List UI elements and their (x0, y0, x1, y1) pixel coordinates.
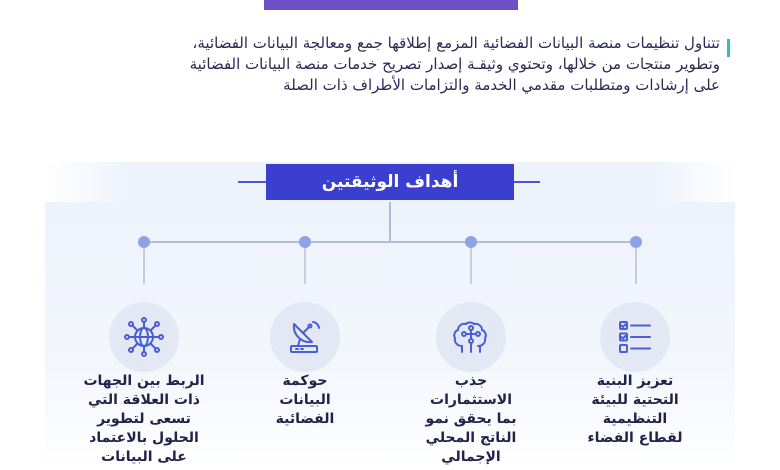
goal-2-line-2: الاستثمارات (430, 392, 512, 408)
goal-2-line-4: الناتج المحلي (425, 430, 517, 446)
connector-node-4 (138, 236, 150, 248)
goal-4-label (69, 372, 219, 467)
goal-2-line-3: بما يحقق نمو (425, 411, 517, 427)
goal-1-label (560, 372, 710, 448)
connector-node-1 (630, 236, 642, 248)
goal-1-icon-circle (600, 302, 670, 372)
goal-3-label (230, 372, 380, 429)
goal-4-line-1: الربط بين الجهات (83, 373, 205, 389)
connector-drop-1 (635, 248, 637, 284)
goal-2-line-5: الإجمالي (441, 449, 501, 465)
connector-node-2 (465, 236, 477, 248)
goal-1-line-4: لقطاع الفضاء (587, 430, 683, 446)
intro-paragraph (60, 33, 720, 96)
connector-stem (389, 202, 391, 242)
brain-network-icon (450, 316, 492, 358)
intro-line-1: تتناول تنظيمات منصة البيانات الفضائية المزمع إطلاقها جمع ومعالجة البيانات الفضائية، (192, 34, 720, 52)
checklist-icon (615, 317, 655, 357)
goal-4-line-2: ذات العلاقة التي (88, 392, 200, 408)
connector-drop-3 (304, 248, 306, 284)
goal-2-icon-circle (436, 302, 506, 372)
intro-accent-bar (727, 39, 730, 57)
goal-3-icon-circle (270, 302, 340, 372)
goal-3-line-3: الفضائية (275, 411, 335, 427)
goal-1-line-2: التحتية للبيئة (591, 392, 679, 408)
goal-2-line-1: جذب (454, 373, 488, 389)
connector-node-3 (299, 236, 311, 248)
title-line-right (514, 181, 540, 183)
satellite-dish-icon (284, 316, 326, 358)
goal-4-line-5: على البيانات (101, 449, 187, 465)
intro-line-3: على إرشادات ومتطلبات مقدمي الخدمة والتزامات الأطراف ذات الصلة (283, 76, 720, 94)
goal-3-line-1: حوكمة (282, 373, 328, 389)
goal-1-line-1: تعزيز البنية (596, 373, 674, 389)
goal-2-label (396, 372, 546, 467)
section-header (0, 162, 780, 202)
global-network-icon (123, 316, 165, 358)
goal-4-line-4: الحلول بالاعتماد (89, 430, 199, 446)
title-line-left (238, 181, 266, 183)
top-tab-decoration (264, 0, 518, 10)
goal-4-icon-circle (109, 302, 179, 372)
goal-1-line-3: التنظيمية (602, 411, 668, 427)
section-title: أهداف الوثيقتين (266, 164, 514, 200)
connector-drop-4 (143, 248, 145, 284)
intro-line-2: وتطوير منتجات من خلالها، وتحتوي وثيقـة إصدار تصريح خدمات منصة البيانات الفضائية (189, 55, 720, 73)
goal-3-line-2: البيانات (279, 392, 331, 408)
goal-4-line-3: تسعى لتطوير (97, 411, 191, 427)
connector-drop-2 (470, 248, 472, 284)
connector-horizontal (144, 241, 638, 243)
